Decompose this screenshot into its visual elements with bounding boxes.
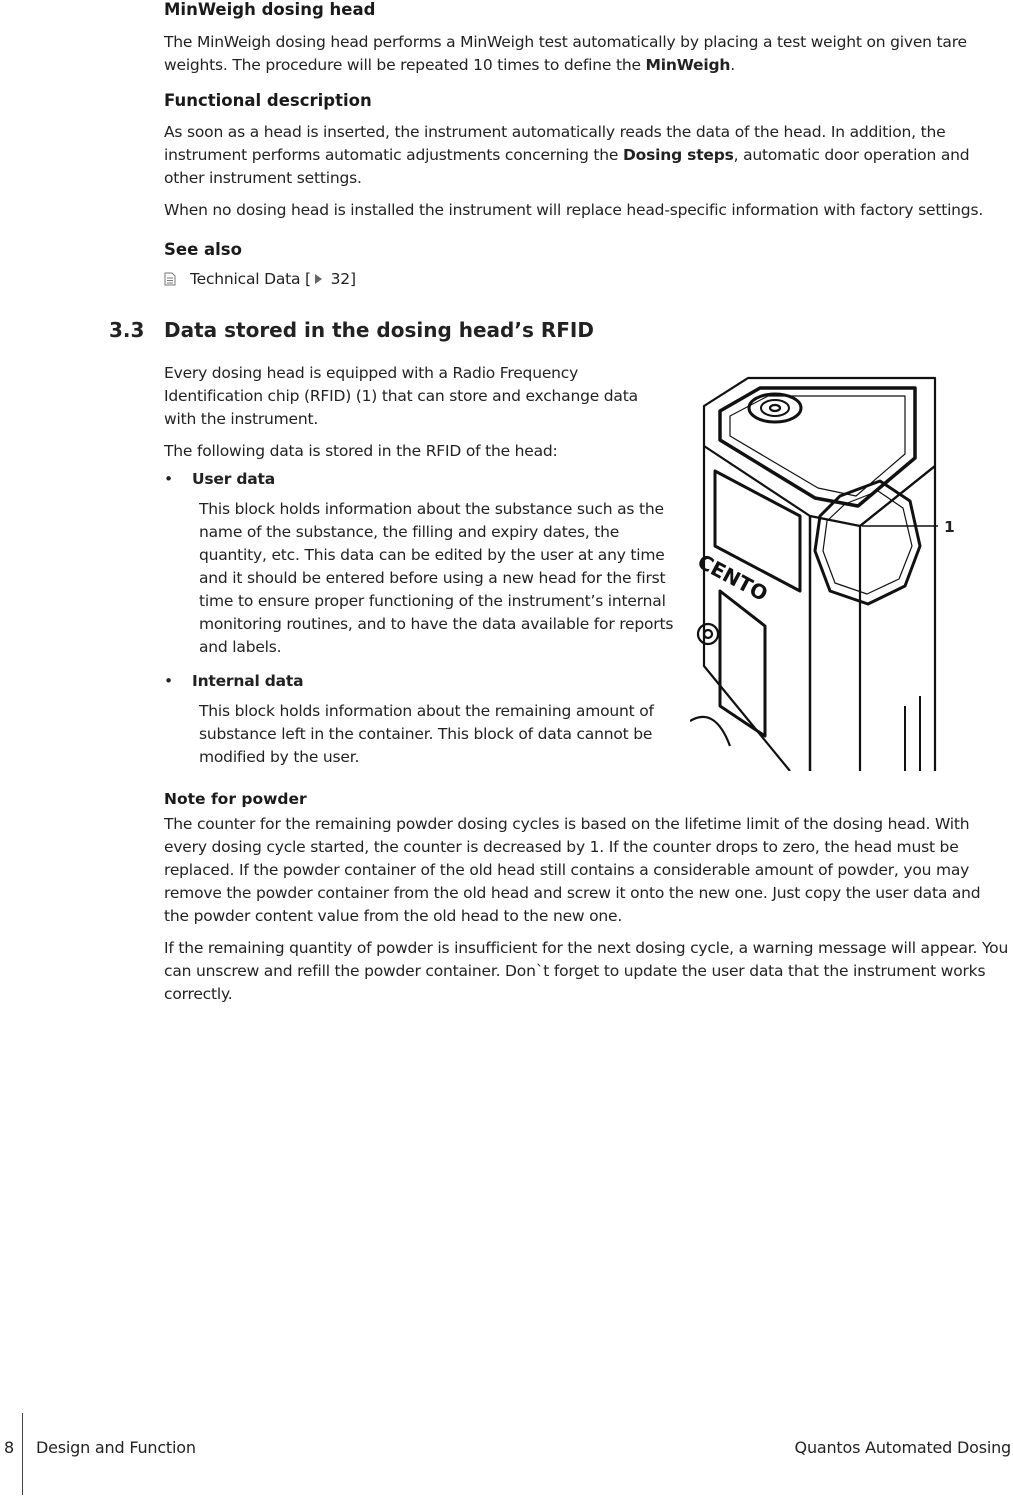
functional-text (164, 121, 1004, 231)
footer-page-number: 8 (4, 1438, 14, 1457)
functional-p1-a: As soon as a head is inserted, the instrument automatically reads the data of the head. In addition, the instrument performs automatic adjustments concerning the (164, 123, 946, 164)
footer-product: Quantos Automated Dosing (794, 1438, 1011, 1457)
minweigh-bold: MinWeigh (645, 56, 731, 74)
bullet-internal-data (164, 670, 677, 693)
bullet-internal-data-text: This block holds information about the remaining amount of substance left in the container. This block of data cannot be modified by the user. (199, 702, 654, 766)
section-title: Data stored in the dosing head’s RFID (164, 318, 594, 342)
rfid-text (164, 362, 674, 472)
footer-divider (22, 1413, 23, 1495)
note-paragraph-2: If the remaining quantity of powder is insufficient for the next dosing cycle, a warning message will appear. You can unscrew and refill the powder container. Don`t forget to update the user data that the instrument works correctly. (164, 939, 1009, 1003)
functional-heading: Functional description (164, 91, 372, 110)
dosing-steps-bold: Dosing steps (622, 146, 734, 164)
bullet-user-data (164, 468, 677, 491)
bullet-user-data-text: This block holds information about the substance such as the name of the substance, the filling and expiry dates, the quantity, etc. This data can be edited by the user at any time and it should be entered before using a new head for the first time to ensure proper functioning of the instrument’s internal monitoring routines, and to have the data available for reports and labels. (199, 500, 674, 656)
document-icon (164, 272, 176, 286)
functional-paragraph-1 (164, 121, 1004, 190)
note-paragraph-1: The counter for the remaining powder dosing cycles is based on the lifetime limit of the dosing head. With every dosing cycle started, the counter is decreased by 1. If the counter drops to zero, the head must be replaced. If the powder container of the old head still contains a considerable amount of powder, you may remove the powder container from the old head and screw it onto the new one. Just copy the user data and the powder content value from the old head to the new one. (164, 815, 981, 925)
minweigh-text (164, 31, 1004, 77)
rfid-lead: The following data is stored in the RFID of the head: (164, 442, 558, 460)
brand-lettering: CENTO (693, 549, 772, 606)
note-text (164, 813, 1009, 1015)
note-heading: Note for powder (164, 790, 307, 808)
bullet-user-data-title: User data (192, 470, 275, 488)
rfid-intro: Every dosing head is equipped with a Radio Frequency Identification chip (RFID) (1) that can store and exchange data with the instrument. (164, 364, 638, 428)
bullet-icon: • (164, 470, 173, 488)
functional-paragraph-2: When no dosing head is installed the instrument will replace head-specific information with factory settings. (164, 201, 984, 219)
footer-chapter: Design and Function (36, 1438, 196, 1457)
see-also-page: 32] (325, 270, 356, 288)
see-also-link-text[interactable]: Technical Data [ (190, 270, 311, 288)
functional-p1-b: , automatic door operation and other instrument settings. (164, 146, 970, 187)
page-arrow-icon (315, 274, 322, 284)
see-also-link[interactable] (164, 268, 356, 291)
see-also-heading: See also (164, 240, 242, 259)
minweigh-text-a: The MinWeigh dosing head performs a MinWeigh test automatically by placing a test weight on given tare weights. The procedure will be repeated 10 times to define the (164, 33, 967, 74)
section-number: 3.3 (109, 318, 145, 342)
bullet-internal-data-title: Internal data (192, 672, 304, 690)
bullet-icon: • (164, 672, 173, 690)
minweigh-heading: MinWeigh dosing head (164, 0, 376, 19)
callout-line (860, 520, 940, 530)
dosing-head-illustration (690, 376, 990, 771)
callout-number: 1 (944, 518, 955, 536)
minweigh-text-end: . (730, 56, 735, 74)
